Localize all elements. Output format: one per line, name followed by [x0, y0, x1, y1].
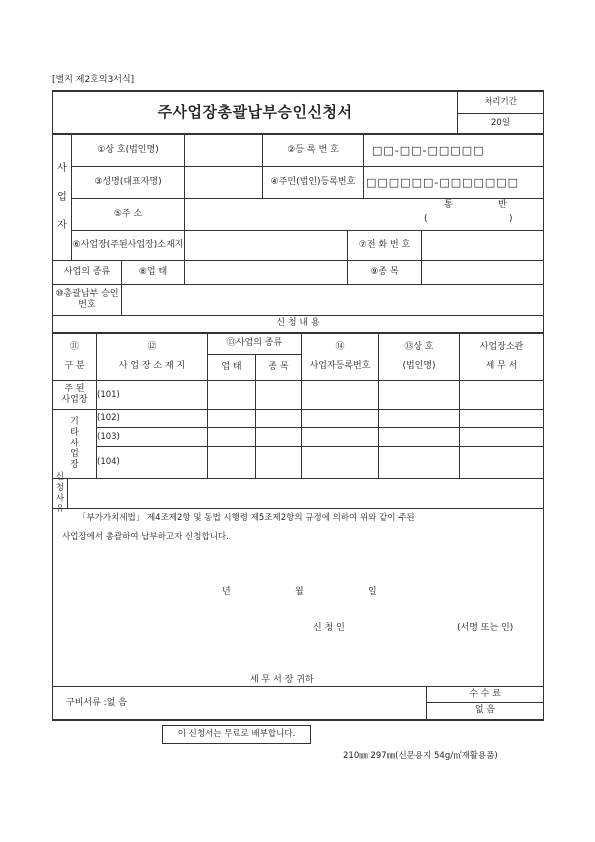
name-header — [379, 334, 459, 380]
division-label: 구 분 — [64, 361, 85, 371]
approval-no-field[interactable] — [123, 286, 541, 313]
col-line — [184, 135, 185, 230]
form-title: 주사업장총괄납부승인신청서 — [157, 103, 353, 122]
category-field[interactable] — [186, 262, 344, 282]
item-field[interactable] — [423, 262, 541, 282]
location-num: ⑫ — [147, 341, 157, 352]
tax-office-col-label: 세 무 서 — [485, 361, 518, 371]
form-reference: [별지 제2호의3서식] — [52, 75, 135, 85]
trade-name-label: ①상 호(법인명) — [97, 145, 159, 156]
main-site-label — [53, 381, 96, 409]
row-line — [52, 478, 543, 479]
item-label: ⑨종 목 — [370, 266, 399, 277]
fee-value: 없 음 — [474, 705, 496, 716]
other-site-char: 장 — [70, 460, 79, 471]
category-label: ⑧업 태 — [138, 266, 168, 277]
location-field[interactable] — [186, 232, 344, 258]
rep-name-field[interactable] — [186, 169, 260, 196]
tax-office-num: 사업장소관 — [479, 341, 524, 352]
location-header — [97, 334, 207, 380]
regno-num: ⑭ — [335, 341, 345, 352]
col-line — [421, 260, 422, 284]
processing-label: 처리기간 — [484, 96, 517, 107]
col-line — [184, 260, 185, 284]
other-site-label — [53, 410, 96, 478]
free-notice: 이 신청서는 무료로 배부합니다. — [162, 725, 311, 744]
regno-header — [302, 334, 378, 380]
addressee: 세 무 서 장 귀하 — [250, 675, 314, 685]
phone-field[interactable] — [423, 232, 541, 258]
name-col-label: (법인명) — [402, 361, 436, 371]
tax-office-header — [460, 334, 543, 380]
other-site-char: 타 — [70, 427, 79, 438]
biztype-header: ⑬사업의 종류 — [226, 338, 283, 349]
section-char: 사 — [57, 163, 67, 175]
division-header — [53, 334, 96, 380]
row-line — [52, 284, 543, 285]
col-line — [421, 230, 422, 260]
rep-name-label: ③성명(대표자명) — [94, 176, 162, 187]
division-num: ⑪ — [69, 341, 79, 352]
col-line — [184, 230, 185, 260]
statement-line-2: 사업장에서 총괄하여 납부하고자 신청합니다. — [62, 532, 229, 542]
reg-no-field[interactable]: □□-□□-□□□□□ — [372, 144, 485, 158]
reason-line: 신 청 — [55, 472, 65, 493]
code-104: (104) — [97, 457, 120, 468]
address-field[interactable] — [186, 200, 426, 228]
statement-line-1: 「부가가치세법」 제4조제2항 및 동법 시행령 제5조제2항의 규정에 의하여 위와 같이 주된 — [78, 513, 415, 523]
address-ban: 반 — [498, 200, 507, 210]
item-header: 종 목 — [268, 361, 289, 372]
code-103: (103) — [97, 431, 120, 442]
processing-value: 20일 — [490, 118, 511, 129]
applicant-section-label — [53, 136, 71, 260]
date-year: 년 — [222, 587, 231, 597]
address-paren-close: ) — [509, 214, 513, 224]
location-label: ⑥사업장(주된사업장)소재지 — [72, 239, 184, 250]
date-month: 월 — [295, 587, 304, 597]
main-site-line: 주 된 — [64, 383, 85, 394]
name-num: ⑬상 호 — [404, 341, 434, 352]
main-site-line: 사업장 — [61, 395, 88, 405]
reason-field[interactable] — [69, 480, 541, 506]
reason-line: 사 유 — [55, 493, 65, 515]
approval-no-label: ⑩총괄납부 승인번호 — [55, 288, 119, 310]
content-header: 신 청 내 용 — [276, 318, 320, 329]
col-line — [363, 135, 364, 198]
reg-no-label: ②등 록 번 호 — [287, 145, 339, 156]
category-header: 업 태 — [221, 361, 242, 372]
date-day: 일 — [368, 587, 377, 597]
code-102: (102) — [97, 413, 120, 424]
required-docs: 구비서류 :없 음 — [66, 698, 127, 708]
biz-type-label: 사업의 종류 — [63, 266, 111, 277]
row-line — [52, 508, 543, 509]
section-char: 업 — [57, 191, 67, 203]
paper-spec: 210㎜ 297㎜(신문용지 54g/㎡재활용품) — [343, 751, 498, 761]
location-col-label: 사 업 장 소 재 지 — [118, 361, 186, 371]
address-paren-open: ( — [424, 214, 428, 224]
col-line — [121, 284, 122, 315]
resident-no-label: ④주민(법인)등록번호 — [270, 176, 356, 187]
section-char: 자 — [57, 220, 67, 232]
applicant-sign-label: 신 청 인 — [313, 623, 345, 633]
frame-bottom — [52, 719, 544, 721]
other-site-char: 사 — [70, 438, 79, 449]
fee-label: 수 수 료 — [469, 688, 501, 699]
address-label: ⑤주 소 — [113, 208, 143, 219]
resident-no-field[interactable]: □□□□□□-□□□□□□□ — [366, 175, 520, 189]
code-101: (101) — [97, 389, 120, 400]
other-site-char: 업 — [70, 449, 79, 460]
regno-col-label: 사업자등록번호 — [309, 361, 371, 371]
reason-label — [53, 472, 67, 515]
col-line — [67, 478, 68, 508]
title-bottom — [52, 133, 544, 135]
signature-field[interactable]: (서명 또는 인) — [457, 623, 514, 633]
frame-right — [543, 90, 544, 720]
address-tong: 통 — [444, 200, 453, 210]
other-site-char: 기 — [70, 417, 79, 427]
trade-name-field[interactable] — [186, 137, 260, 164]
phone-label: ⑦전 화 번 호 — [358, 239, 411, 250]
